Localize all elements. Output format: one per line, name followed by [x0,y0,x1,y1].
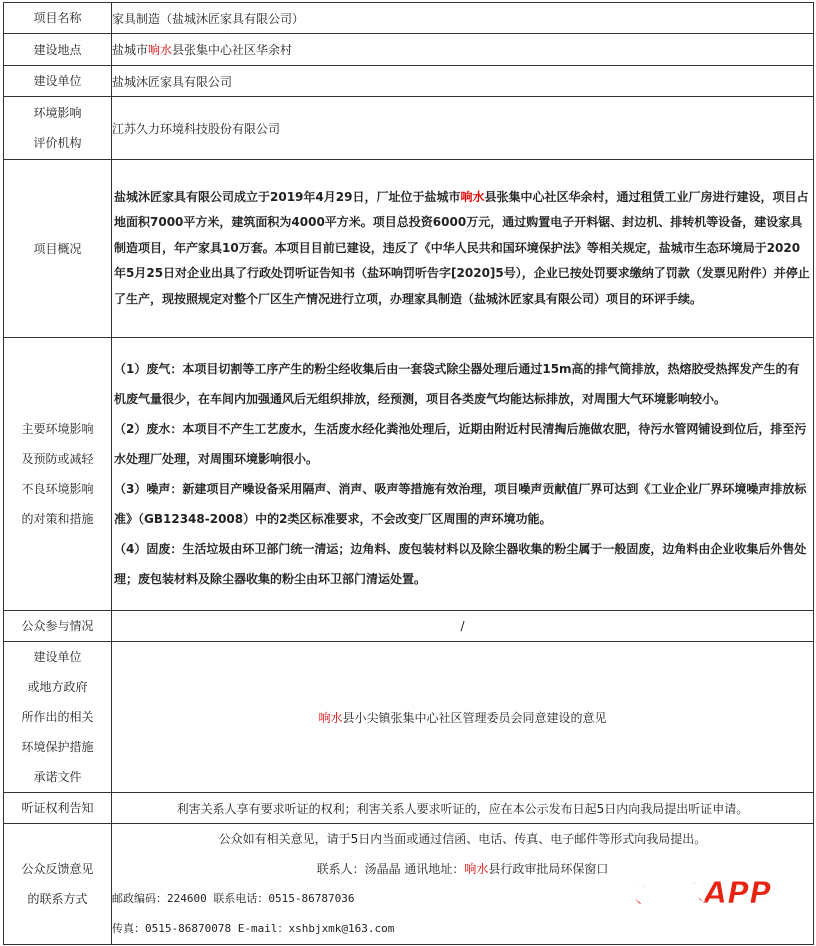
commitment-label [4,642,112,793]
measures-content [112,338,814,611]
feedback-label-line: 公众反馈意见 [21,862,94,876]
row-measures [4,338,814,611]
measure-item-exhaust: （1）废气：本项目切割等工序产生的粉尘经收集后由一套袋式除尘器处理后通过15m高的排气筒排放，热熔胶受热挥发产生的有机废气量很少，在车间内加强通风后无组织排放，经预测，项目各类废气均能达标排放，对周围大气环境影响较小。 [114,362,800,406]
measures-label-line: 不良环境影响 [21,482,94,496]
commitment-highlight: 响水 [318,710,343,725]
eia-org-label [4,97,112,160]
row-project-name [4,3,814,34]
overview-label: 项目概况 [4,160,112,338]
feedback-line-1: 公众如有相关意见，请于5日内当面或通过信函、电话、传真、电子邮件等形式向我局提出。 [218,832,707,846]
row-eia-org [4,97,814,160]
feedback-line-3: 邮政编码：224600 联系电话：0515-86787036 [112,892,355,905]
row-builder [4,66,814,97]
feedback-label [4,824,112,945]
measure-item-wastewater: （2）废水：本项目不产生工艺废水，生活废水经化粪池处理后，近期由附近村民清掏后施做农肥，待污水管网铺设到位后，排至污水处理厂处理，对周围环境影响很小。 [114,422,807,466]
feedback-highlight: 响水 [464,862,489,876]
measures-label-line: 及预防或减轻 [21,452,94,466]
commitment-label-line: 或地方政府 [27,680,88,694]
row-location [4,34,814,66]
location-suffix: 县张集中心社区华余村 [172,43,293,57]
builder-label: 建设单位 [4,66,112,97]
measures-label-line: 的对策和措施 [21,512,94,526]
measure-item-noise: （3）噪声：新建项目产噪设备采用隔声、消声、吸声等措施有效治理，项目噪声贡献值厂界可达到《工业企业厂界环境噪声排放标准》（GB12348-2008）中的2类区标准要求，不会改变厂区周围的声环境功能。 [114,482,807,526]
location-value [112,34,814,66]
builder-value: 盐城沐匠家具有限公司 [112,66,814,97]
measures-label [4,338,112,611]
row-hearing [4,793,814,824]
project-name-value: 家具制造（盐城沐匠家具有限公司） [112,3,814,34]
eia-org-label-line2: 评价机构 [33,136,82,150]
row-commitment [4,642,814,793]
measure-item-solid-waste: （4）固废：生活垃圾由环卫部门统一清运；边角料、废包装材料以及除尘器收集的粉尘属于一般固废，边角料由企业收集后外售处理；废包装材料及除尘器收集的粉尘由环卫部门清运处置。 [114,542,807,586]
project-name-label: 项目名称 [4,3,112,34]
measures-label-line: 主要环境影响 [21,422,94,436]
feedback-contact-prefix: 联系人：汤晶晶 通讯地址： [316,862,465,876]
commitment-label-line: 建设单位 [33,650,82,664]
overview-suffix: 县张集中心社区华余村，通过租赁工业厂房进行建设，项目占地面积7000平方米，建筑面积为4000平方米。项目总投资6000万元，通过购置电子开料锯、封边机、排转机等设备，建设家具制造项目，年产家具10万套。本项目目前已建设，违反了《中华人民共和国环境保护法》等相关规定，盐城市生态环境局于2020年5月25日对企业出具了行政处罚听证告知书（盐环响罚听告字[2020]5号），企业已按处罚要求缴纳了罚款（发票见附件）并停止了生产，现按照规定对整个厂区生产情况进行立项，办理家具制造（盐城沐匠家具有限公司）项目的环评手续。 [114,189,810,306]
public-participation-value: / [112,611,814,642]
app-watermark-text: 大响水APP [614,876,772,911]
eia-org-value: 江苏久力环境科技股份有限公司 [112,97,814,160]
hearing-label: 听证权利告知 [4,793,112,824]
commitment-label-line: 所作出的相关 [21,710,94,724]
eia-publicity-table [3,2,814,945]
location-highlight: 响水 [148,43,173,57]
location-label: 建设地点 [4,34,112,66]
public-participation-label: 公众参与情况 [4,611,112,642]
location-prefix: 盐城市 [112,43,149,57]
commitment-label-line: 承诺文件 [33,770,82,784]
feedback-label-line: 的联系方式 [27,892,88,906]
feedback-line-4: 传真：0515-86870078 E-mail：xshbjxmk@163.com [112,922,395,935]
overview-highlight: 响水 [460,189,485,204]
row-overview [4,160,814,338]
eia-org-label-line1: 环境影响 [33,106,82,120]
row-public-participation [4,611,814,642]
commitment-label-line: 环境保护措施 [21,740,94,754]
overview-prefix: 盐城沐匠家具有限公司成立于2019年4月29日，厂址位于盐城市 [114,189,461,204]
commitment-value [112,642,814,793]
app-watermark-logo [612,870,812,912]
feedback-contact-suffix: 县行政审批局环保窗口 [488,862,609,876]
overview-text [112,160,814,338]
commitment-suffix: 县小尖镇张集中心社区管理委员会同意建设的意见 [342,710,607,725]
hearing-value: 利害关系人享有要求听证的权利；利害关系人要求听证的，应在本公示发布日起5日内向我局提出听证申请。 [112,793,814,824]
